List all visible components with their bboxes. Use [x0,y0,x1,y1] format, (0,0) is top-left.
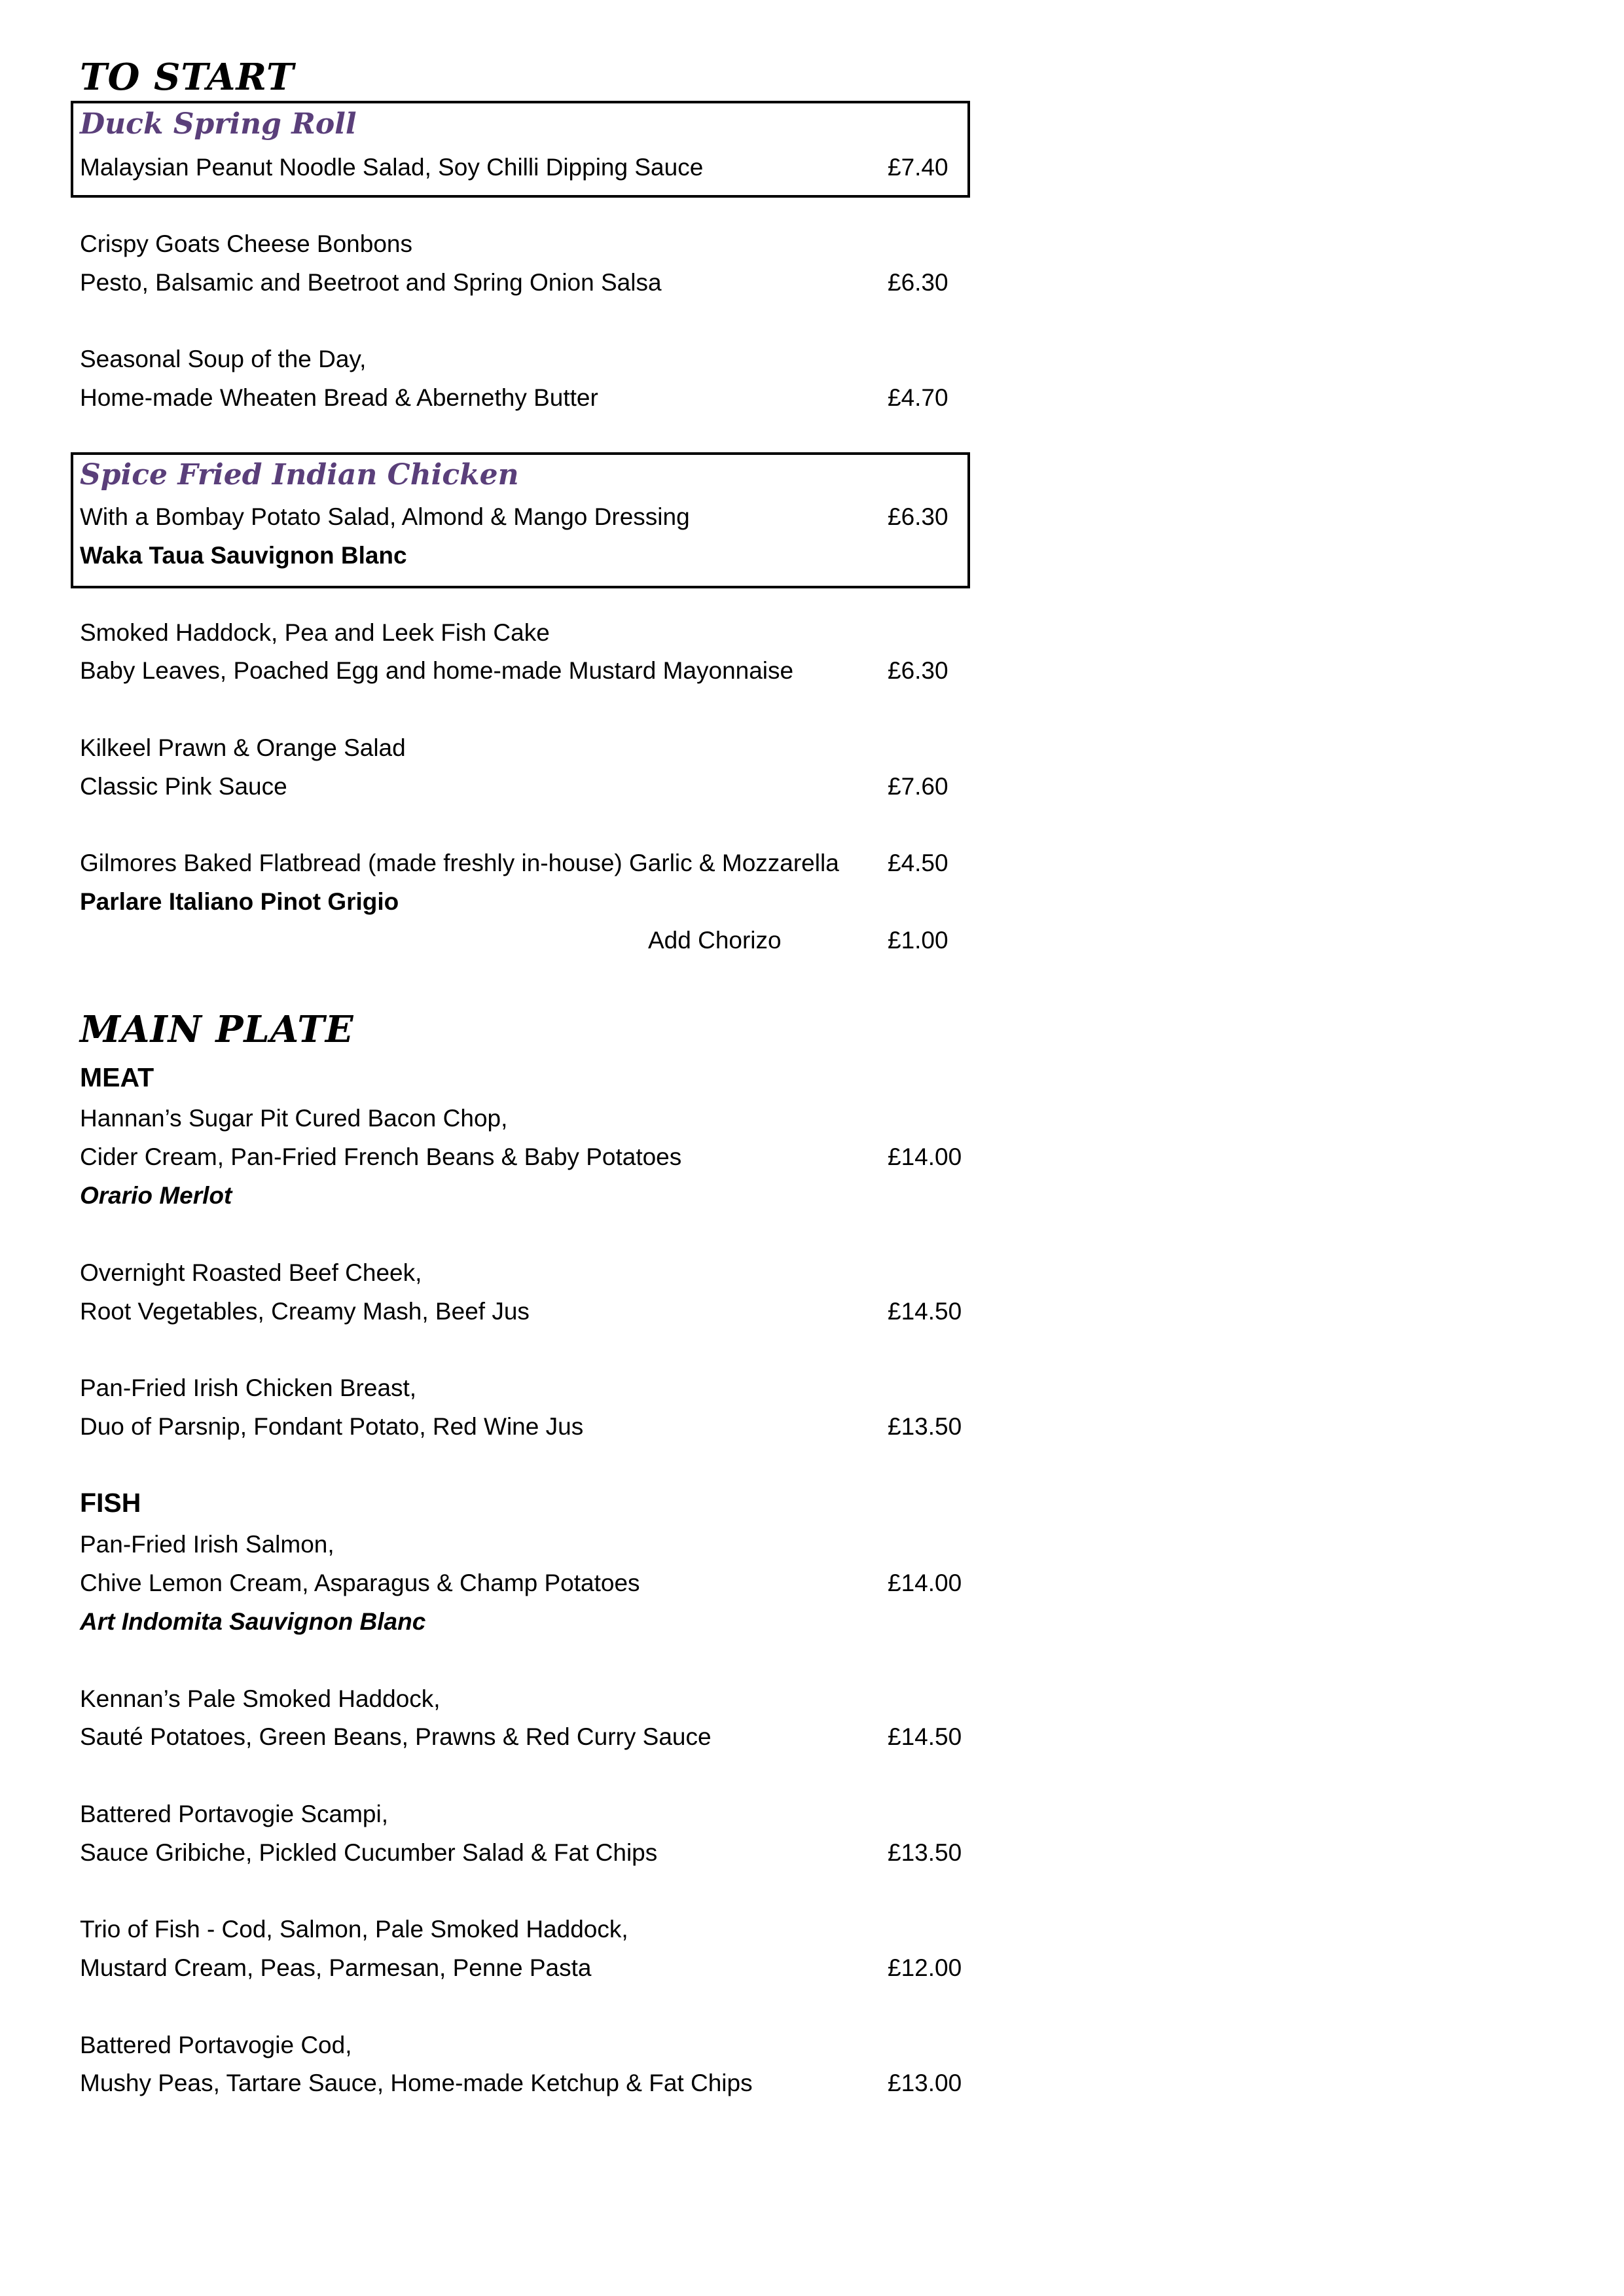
chorizo-addon: Add Chorizo [648,927,782,954]
bacon-chop-wine: Orario Merlot [80,1182,232,1209]
soup-price: £4.70 [888,384,948,411]
goats-name: Crispy Goats Cheese Bonbons [80,230,412,257]
prawn-salad-price: £7.60 [888,773,948,800]
scampi-name: Battered Portavogie Scampi, [80,1801,388,1827]
cod-price: £13.00 [888,2070,962,2096]
salmon-wine: Art Indomita Sauvignon Blanc [80,1608,426,1635]
duck-description: Malaysian Peanut Noodle Salad, Soy Chilli Dipping Sauce [80,154,704,181]
prawn-salad-name: Kilkeel Prawn & Orange Salad [80,734,406,761]
spice-chicken-title: Spice Fried Indian Chicken [80,458,519,492]
soup-name: Seasonal Soup of the Day, [80,346,367,372]
scampi-description: Sauce Gribiche, Pickled Cucumber Salad & Fat Chips [80,1839,658,1866]
duck-title: Duck Spring Roll [80,107,357,141]
flatbread-price: £4.50 [888,850,948,876]
bacon-chop-name: Hannan’s Sugar Pit Cured Bacon Chop, [80,1105,508,1132]
flatbread-description: Gilmores Baked Flatbread (made freshly in-house) Garlic & Mozzarella [80,850,839,876]
trio-fish-description: Mustard Cream, Peas, Parmesan, Penne Pasta [80,1954,592,1981]
bacon-chop-price: £14.00 [888,1143,962,1170]
soup-description: Home-made Wheaten Bread & Abernethy Butter [80,384,598,411]
starters-heading: TO START [80,56,295,99]
cod-name: Battered Portavogie Cod, [80,2032,352,2058]
goats-price: £6.30 [888,269,948,296]
beef-cheek-name: Overnight Roasted Beef Cheek, [80,1259,422,1286]
cod-description: Mushy Peas, Tartare Sauce, Home-made Ketchup & Fat Chips [80,2070,753,2096]
duck-price: £7.40 [888,154,948,181]
salmon-description: Chive Lemon Cream, Asparagus & Champ Potatoes [80,1570,640,1596]
trio-fish-price: £12.00 [888,1954,962,1981]
fish-subheading: FISH [80,1488,141,1518]
fishcake-name: Smoked Haddock, Pea and Leek Fish Cake [80,619,550,646]
fishcake-description: Baby Leaves, Poached Egg and home-made Mustard Mayonnaise [80,657,794,684]
smoked-haddock-name: Kennan’s Pale Smoked Haddock, [80,1685,441,1712]
scampi-price: £13.50 [888,1839,962,1866]
smoked-haddock-price: £14.50 [888,1723,962,1750]
trio-fish-name: Trio of Fish - Cod, Salmon, Pale Smoked Haddock, [80,1916,628,1943]
beef-cheek-price: £14.50 [888,1298,962,1325]
bacon-chop-description: Cider Cream, Pan-Fried French Beans & Baby Potatoes [80,1143,682,1170]
salmon-name: Pan-Fried Irish Salmon, [80,1531,334,1558]
smoked-haddock-description: Sauté Potatoes, Green Beans, Prawns & Red Curry Sauce [80,1723,712,1750]
chorizo-addon-price: £1.00 [888,927,948,954]
chicken-breast-price: £13.50 [888,1413,962,1440]
beef-cheek-description: Root Vegetables, Creamy Mash, Beef Jus [80,1298,530,1325]
fishcake-price: £6.30 [888,657,948,684]
chicken-breast-name: Pan-Fried Irish Chicken Breast, [80,1374,417,1401]
meat-subheading: MEAT [80,1062,154,1092]
spice-chicken-price: £6.30 [888,503,948,530]
spice-chicken-description: With a Bombay Potato Salad, Almond & Mango Dressing [80,503,690,530]
salmon-price: £14.00 [888,1570,962,1596]
spice-chicken-wine: Waka Taua Sauvignon Blanc [80,542,407,569]
mains-heading: MAIN PLATE [80,1008,354,1051]
prawn-salad-description: Classic Pink Sauce [80,773,287,800]
chicken-breast-description: Duo of Parsnip, Fondant Potato, Red Wine Jus [80,1413,584,1440]
flatbread-wine: Parlare Italiano Pinot Grigio [80,888,399,915]
goats-description: Pesto, Balsamic and Beetroot and Spring Onion Salsa [80,269,662,296]
